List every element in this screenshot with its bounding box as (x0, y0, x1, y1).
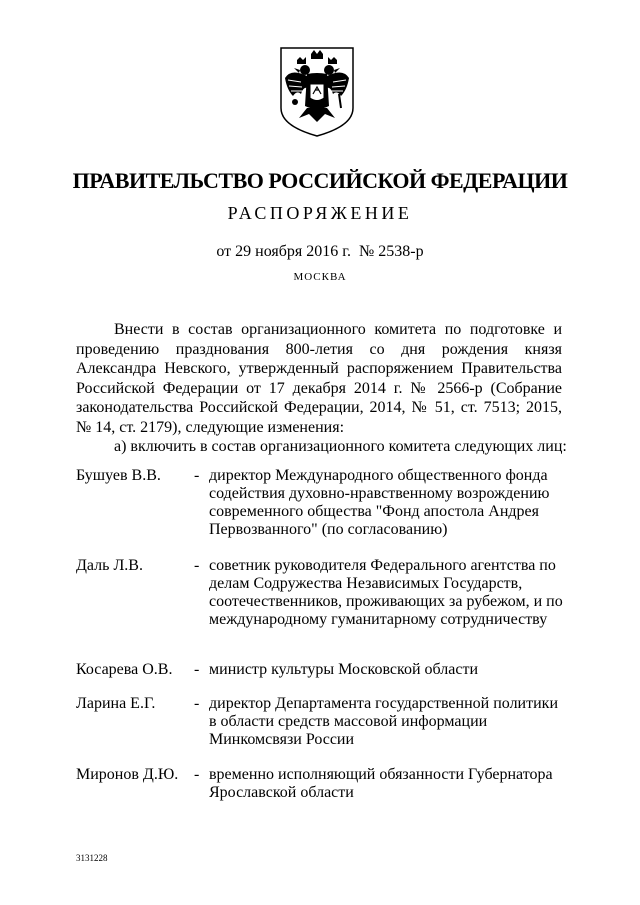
intro-paragraph (76, 320, 562, 437)
document-date-number: от 29 ноября 2016 г. № 2538-р (216, 243, 424, 260)
member-role: советник руководителя Федерального агентства по делам Содружества Независимых Государств, соотечественников, проживающих за рубежом, и по международному гуманитарному сотрудничеству (209, 557, 563, 628)
document-code: 3131228 (76, 853, 108, 863)
government-title: ПРАВИТЕЛЬСТВО РОССИЙСКОЙ ФЕДЕРАЦИИ (72, 168, 568, 193)
member-dash: - (194, 695, 200, 712)
member-role: директор Международного общественного фонда содействия духовно-нравственному возрождению современного общества "Фонд апостола Андрея Первозванного" (по согласованию) (209, 467, 550, 538)
member-name: Ларина Е.Г. (76, 695, 156, 712)
member-role: временно исполняющий обязанности Губернатора Ярославской области (209, 766, 553, 801)
member-dash: - (194, 661, 200, 678)
member-name: Миронов Д.Ю. (76, 766, 179, 783)
member-name: Косарева О.В. (76, 661, 173, 678)
member-dash: - (194, 557, 200, 574)
document-place: МОСКВА (293, 271, 347, 283)
member-name: Бушуев В.В. (76, 467, 161, 484)
member-name: Даль Л.В. (76, 557, 143, 574)
member-dash: - (194, 766, 200, 783)
member-role: директор Департамента государственной политики в области средств массовой информации Минкомсвязи России (209, 695, 558, 748)
member-role: министр культуры Московской области (209, 661, 479, 678)
member-dash: - (194, 467, 200, 484)
intro-text: Внести в состав организационного комитета по подготовке и проведению празднования 800-летия со дня рождения князя Александра Невского, утвержденный распоряжением Правительства Российской Федерации от 17 декабря 2014 г. № 2566-р (Собрание законодательства Российской Федерации, 2014, № 51, ст. 7513; 2015, № 14, ст. 2179), следующие изменения: (76, 321, 562, 436)
list-heading: а) включить в состав организационного комитета следующих лиц: (114, 438, 567, 455)
coat-of-arms-icon (277, 46, 357, 138)
document-type: РАСПОРЯЖЕНИЕ (227, 203, 413, 223)
